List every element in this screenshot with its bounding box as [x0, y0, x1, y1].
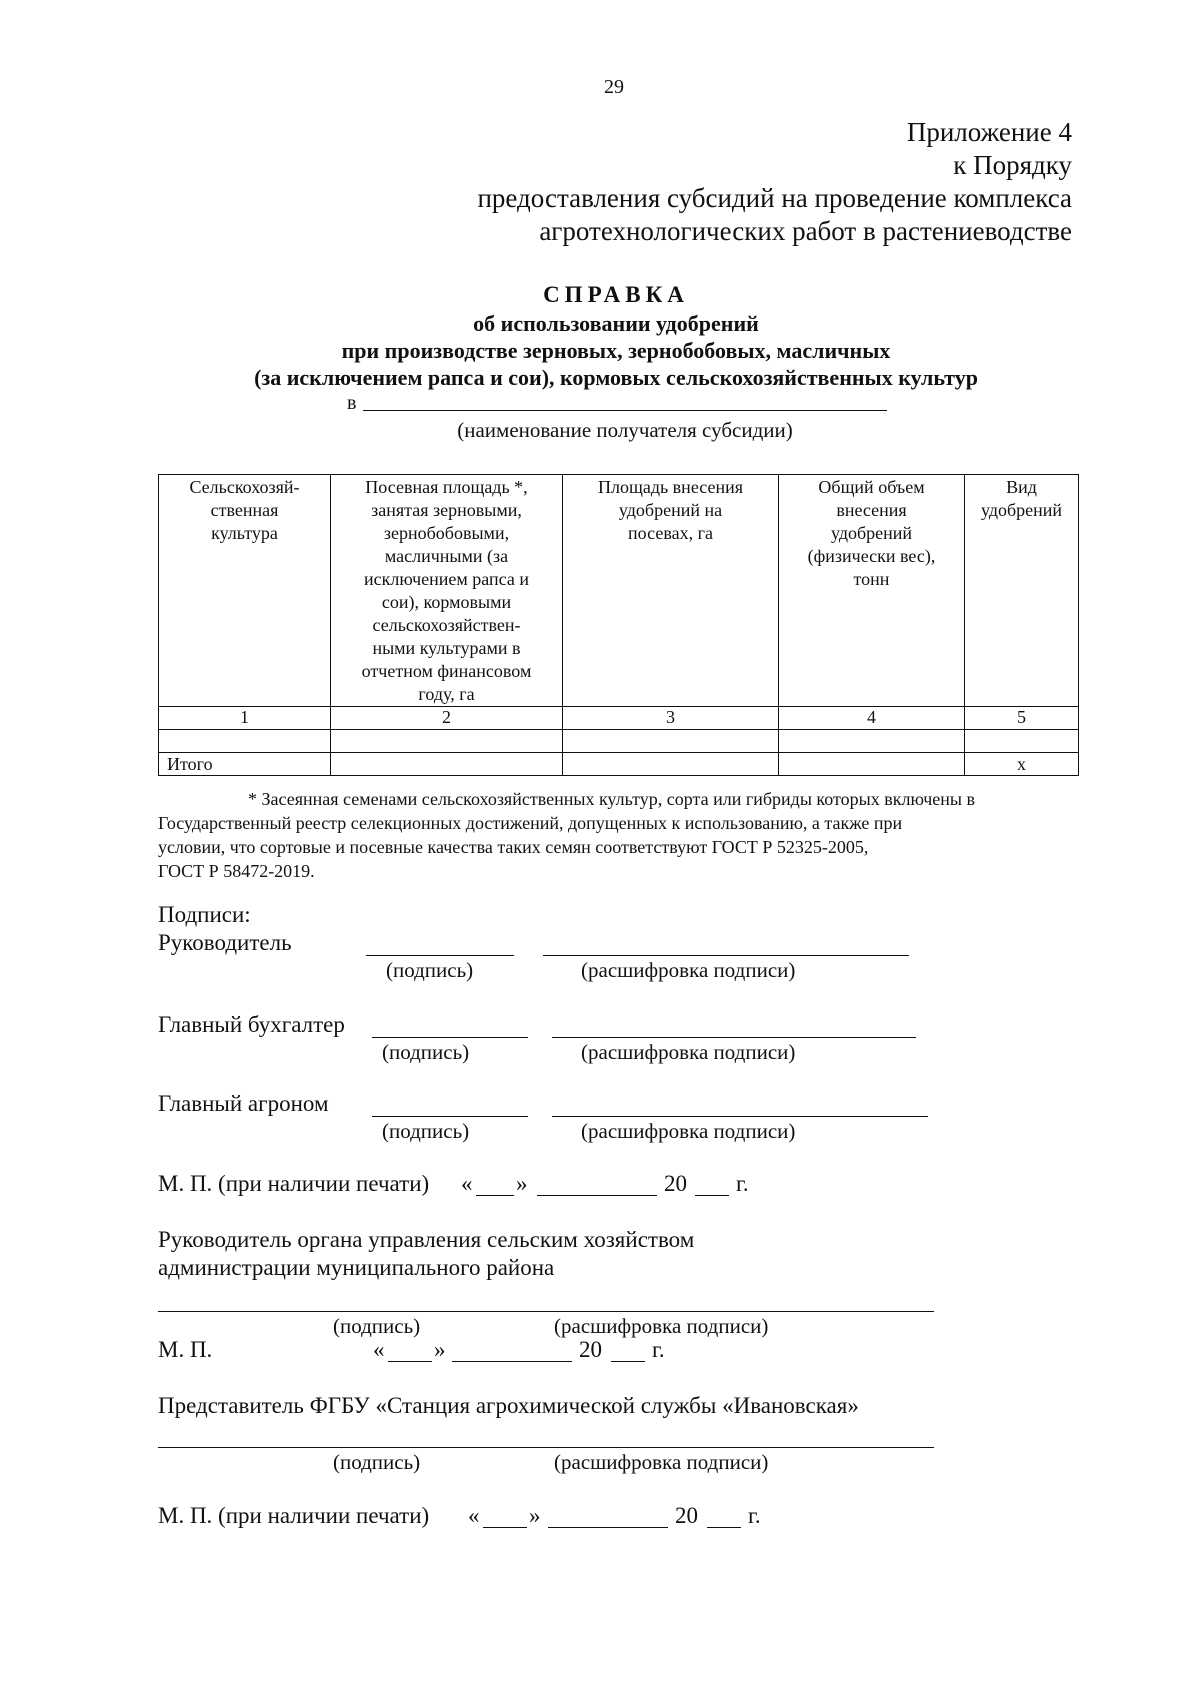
- table-cell[interactable]: [779, 753, 965, 776]
- table-row: [159, 730, 1079, 753]
- table-header-row: [159, 475, 1079, 707]
- fgbu-sign-hint: (подпись): [333, 1450, 421, 1474]
- accountant-signature-field[interactable]: [372, 1037, 528, 1038]
- table-cell[interactable]: [965, 730, 1079, 753]
- column-number: 3: [563, 707, 779, 730]
- table-cell[interactable]: [331, 753, 563, 776]
- head-sign-hint: (подпись): [386, 958, 474, 982]
- head-decode-hint: (расшифровка подписи): [581, 958, 796, 982]
- header-sown-area: Посевная площадь *, занятая зерновыми, зернобобовыми, масличными (за исключением рапса и сои), кормовыми сельскохозяйствен- ными культурами в отчетном финансовом году, га: [331, 475, 563, 707]
- document-subtitle-1: об использовании удобрений: [473, 311, 759, 336]
- head-decode-field[interactable]: [543, 955, 909, 956]
- accountant-decode-hint: (расшифровка подписи): [581, 1040, 796, 1064]
- date-year-prefix: 20: [675, 1503, 698, 1528]
- header-fertilizer-type: Вид удобрений: [965, 475, 1079, 707]
- agronomist-sign-hint: (подпись): [382, 1119, 470, 1143]
- date-year-prefix: 20: [664, 1171, 687, 1196]
- authority-label-line-2: администрации муниципального района: [158, 1255, 555, 1280]
- authority-stamp-label: М. П.: [158, 1337, 213, 1362]
- date-year-suffix: г.: [652, 1337, 665, 1362]
- recipient-prefix: в: [347, 392, 357, 414]
- total-row: [159, 753, 1079, 776]
- date-day-field[interactable]: [388, 1361, 432, 1362]
- accountant-label: Главный бухгалтер: [158, 1012, 345, 1037]
- fertilizer-table: [158, 474, 1079, 776]
- fgbu-signature-field[interactable]: [158, 1447, 934, 1448]
- date-close-quote: »: [529, 1503, 541, 1528]
- date-close-quote: »: [516, 1171, 528, 1196]
- date-open-quote: «: [373, 1337, 385, 1362]
- agronomist-decode-field[interactable]: [552, 1116, 928, 1117]
- document-subtitle-2: при производстве зерновых, зернобобовых, масличных: [341, 338, 891, 363]
- authority-sign-hint: (подпись): [333, 1314, 421, 1338]
- date-open-quote: «: [461, 1171, 473, 1196]
- table-cell[interactable]: [563, 730, 779, 753]
- date-month-field[interactable]: [537, 1195, 657, 1196]
- head-signature-field[interactable]: [366, 955, 514, 956]
- total-mark: x: [965, 753, 1079, 776]
- date-day-field[interactable]: [476, 1195, 514, 1196]
- header-fertilized-area: Площадь внесения удобрений на посевах, га: [563, 475, 779, 707]
- appendix-line-1: Приложение 4: [906, 117, 1072, 147]
- table-cell[interactable]: [331, 730, 563, 753]
- date-day-field[interactable]: [483, 1527, 527, 1528]
- date-month-field[interactable]: [452, 1361, 572, 1362]
- fgbu-label: Представитель ФГБУ «Станция агрохимической службы «Ивановская»: [158, 1393, 859, 1418]
- agronomist-signature-field[interactable]: [372, 1116, 528, 1117]
- footnote-line-3: условии, что сортовые и посевные качества таких семян соответствуют ГОСТ Р 52325-2005,: [158, 837, 869, 857]
- table-cell[interactable]: [779, 730, 965, 753]
- date-year-field[interactable]: [695, 1195, 729, 1196]
- page-number: 29: [604, 76, 624, 98]
- header-crop: Сельскохозяй- ственная культура: [159, 475, 331, 707]
- date-open-quote: «: [468, 1503, 480, 1528]
- column-number: 4: [779, 707, 965, 730]
- appendix-header: [477, 116, 1072, 248]
- agronomist-label: Главный агроном: [158, 1091, 329, 1116]
- table-cell[interactable]: [563, 753, 779, 776]
- head-label: Руководитель: [158, 930, 292, 955]
- stamp-optional-label: М. П. (при наличии печати): [158, 1503, 430, 1528]
- date-close-quote: »: [434, 1337, 446, 1362]
- stamp-optional-label: М. П. (при наличии печати): [158, 1171, 430, 1196]
- footnote-line-2: Государственный реестр селекционных достижений, допущенных к использованию, а также при: [158, 813, 903, 833]
- agronomist-decode-hint: (расшифровка подписи): [581, 1119, 796, 1143]
- footnote-line-4: ГОСТ Р 58472-2019.: [158, 861, 315, 881]
- accountant-decode-field[interactable]: [552, 1037, 916, 1038]
- date-year-suffix: г.: [736, 1171, 749, 1196]
- appendix-line-3: предоставления субсидий на проведение комплекса: [477, 183, 1072, 213]
- authority-decode-hint: (расшифровка подписи): [554, 1314, 769, 1338]
- date-year-prefix: 20: [579, 1337, 602, 1362]
- date-year-field[interactable]: [707, 1527, 741, 1528]
- table-cell[interactable]: [159, 730, 331, 753]
- footnote-line-1: * Засеянная семенами сельскохозяйственных культур, сорта или гибриды которых включены в: [248, 789, 975, 809]
- fgbu-decode-hint: (расшифровка подписи): [554, 1450, 769, 1474]
- header-total-volume: Общий объем внесения удобрений (физически вес), тонн: [779, 475, 965, 707]
- recipient-hint: (наименование получателя субсидии): [457, 418, 793, 442]
- date-year-suffix: г.: [748, 1503, 761, 1528]
- appendix-line-2: к Порядку: [953, 150, 1072, 180]
- column-number-row: [159, 707, 1079, 730]
- column-number: 2: [331, 707, 563, 730]
- column-number: 5: [965, 707, 1079, 730]
- authority-label-line-1: Руководитель органа управления сельским хозяйством: [158, 1227, 695, 1252]
- document-subtitle-3: (за исключением рапса и сои), кормовых сельскохозяйственных культур: [254, 365, 978, 390]
- accountant-sign-hint: (подпись): [382, 1040, 470, 1064]
- total-label: Итого: [159, 753, 331, 776]
- recipient-field[interactable]: [363, 410, 887, 411]
- column-number: 1: [159, 707, 331, 730]
- document-title: СПРАВКА: [543, 282, 689, 307]
- date-month-field[interactable]: [548, 1527, 668, 1528]
- appendix-line-4: агротехнологических работ в растениеводстве: [539, 216, 1072, 246]
- authority-signature-field[interactable]: [158, 1311, 934, 1312]
- date-year-field[interactable]: [611, 1361, 645, 1362]
- signatures-heading: Подписи:: [158, 902, 251, 927]
- footnote: [158, 787, 1078, 883]
